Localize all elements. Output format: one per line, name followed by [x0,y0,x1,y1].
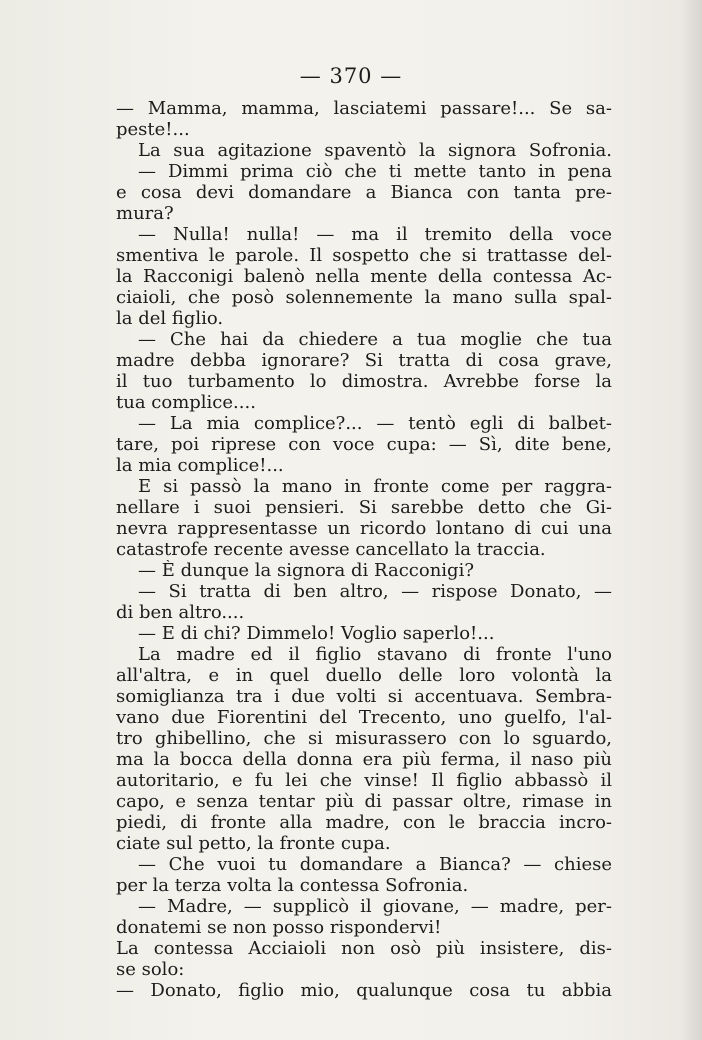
text-line: e cosa devi domandare a Bianca con tanta pre- [116,182,612,203]
text-line: tare, poi riprese con voce cupa: — Sì, dite bene, [116,434,612,455]
text-line: di ben altro.... [116,602,245,623]
text-line: E si passò la mano in fronte come per raggra- [138,476,612,497]
text-line: mura? [116,203,174,224]
text-line: — Nulla! nulla! — ma il tremito della voce [138,224,612,245]
text-line: capo, e senza tentar più di passar oltre, rimase in [116,791,612,812]
text-line: per la terza volta la contessa Sofronia. [116,875,469,896]
text-line: piedi, di fronte alla madre, con le braccia incro- [116,812,612,833]
text-line: somiglianza tra i due volti si accentuava. Sembra- [116,686,612,707]
text-line: La madre ed il figlio stavano di fronte l'uno [138,644,612,665]
text-line: — È dunque la signora di Racconigi? [138,560,474,581]
text-line: la mia complice!... [116,455,284,476]
page-number: — 370 — [299,64,403,88]
text-line: ma la bocca della donna era più ferma, il naso più [116,749,612,770]
text-line: — Dimmi prima ciò che ti mette tanto in pena [138,161,612,182]
text-line: — Che hai da chiedere a tua moglie che tua [138,329,612,350]
text-line: autoritario, e fu lei che vinse! Il figlio abbassò il [116,770,612,791]
body-text [116,98,612,1001]
text-line: La contessa Acciaioli non osò più insistere, dis- [116,938,612,959]
text-line: tua complice.... [116,392,256,413]
text-line: — Si tratta di ben altro, — rispose Donato, — [138,581,612,602]
text-line: smentiva le parole. Il sospetto che si trattasse del- [116,245,612,266]
text-line: — Mamma, mamma, lasciatemi passare!... Se sa- [116,98,612,119]
text-line: donatemi se non posso rispondervi! [116,917,442,938]
text-line: nevra rappresentasse un ricordo lontano di cui una [116,518,612,539]
text-line: nellare i suoi pensieri. Si sarebbe detto che Gi- [116,497,612,518]
text-line: — E di chi? Dimmelo! Voglio saperlo!... [138,623,495,644]
text-line: all'altra, e in quel duello delle loro volontà la [116,665,612,686]
text-line: la Racconigi balenò nella mente della contessa Ac- [116,266,612,287]
text-line: vano due Fiorentini del Trecento, uno guelfo, l'al- [116,707,612,728]
text-line: peste!... [116,119,190,140]
text-line: la del figlio. [116,308,224,329]
text-line: — La mia complice?... — tentò egli di balbet- [138,413,612,434]
page-edge-shadow [680,0,702,1040]
text-line: La sua agitazione spaventò la signora Sofronia. [138,140,612,161]
text-line: ciate sul petto, la fronte cupa. [116,833,391,854]
text-line: catastrofe recente avesse cancellato la traccia. [116,539,546,560]
text-line: madre debba ignorare? Si tratta di cosa grave, [116,350,612,371]
text-line: — Madre, — supplicò il giovane, — madre, per- [138,896,612,917]
text-line: — Che vuoi tu domandare a Bianca? — chiese [138,854,612,875]
text-line: il tuo turbamento lo dimostra. Avrebbe forse la [116,371,612,392]
text-line: — Donato, figlio mio, qualunque cosa tu abbia [116,980,612,1001]
text-line: se solo: [116,959,185,980]
text-line: ciaioli, che posò solennemente la mano sulla spal- [116,287,612,308]
text-line: tro ghibellino, che si misurassero con lo sguardo, [116,728,612,749]
